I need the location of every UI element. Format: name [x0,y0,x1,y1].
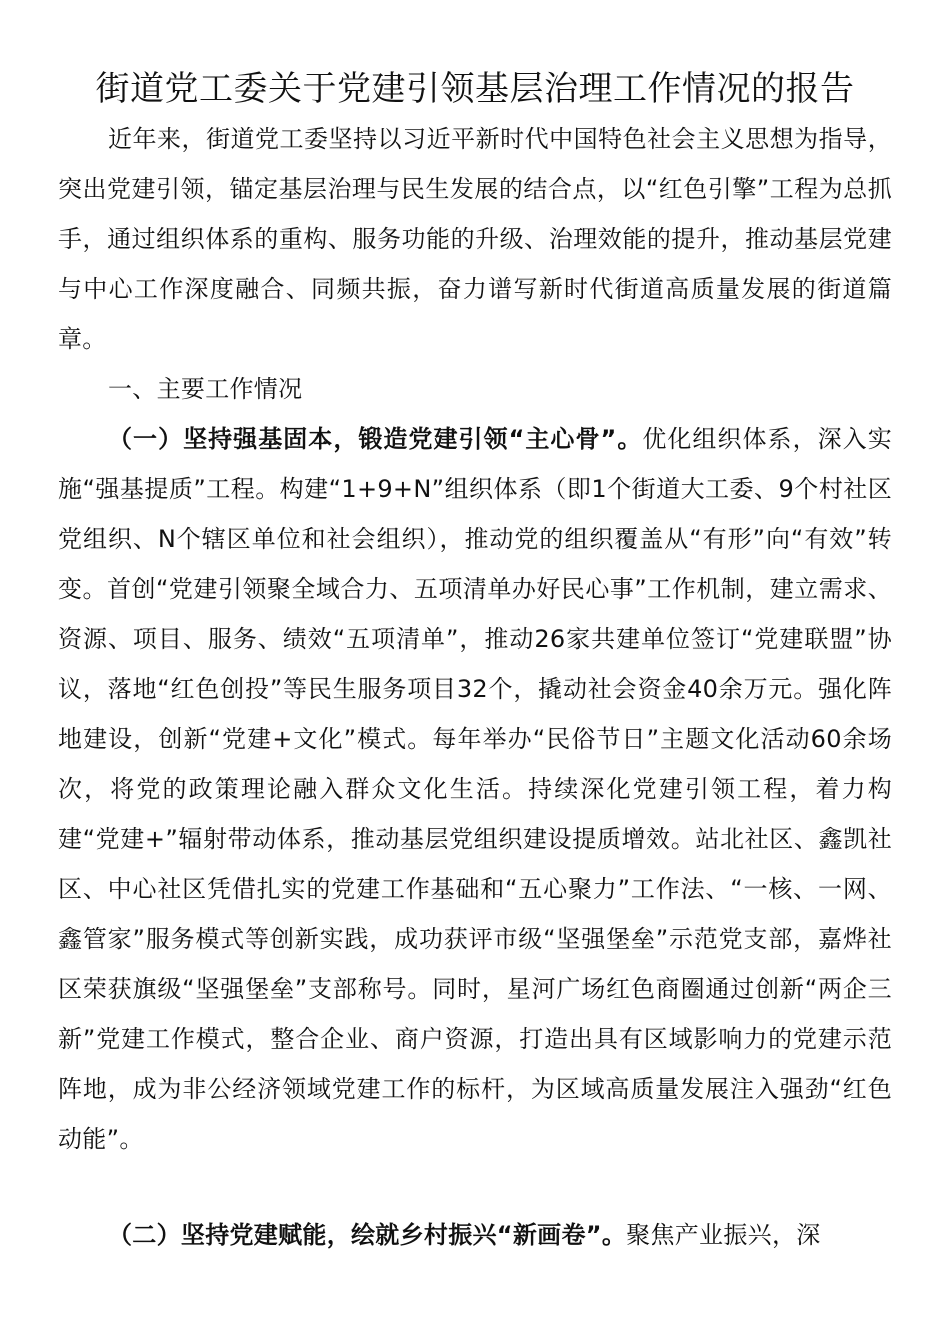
intro-paragraph: 近年来，街道党工委坚持以习近平新时代中国特色社会主义思想为指导，突出党建引领，锚定基层治理与民生发展的结合点，以“红色引擎”工程为总抓手，通过组织体系的重构、服务功能的升级、治理效能的提升，推动基层党建与中心工作深度融合、同频共振，奋力谱写新时代街道高质量发展的街道篇章。 [58,125,892,353]
item-two-body: 聚焦产业振兴，深 [626,1221,821,1249]
item-one-paragraph [58,414,892,1164]
item-one-heading: （一）坚持强基固本，锻造党建引领“主心骨”。 [108,425,643,453]
document-title: 街道党工委关于党建引领基层治理工作情况的报告 [95,69,855,109]
item-one-body: 优化组织体系，深入实施“强基提质”工程。构建“1+9+N”组织体系（即1个街道大工委、9个村社区党组织、N个辖区单位和社会组织），推动党的组织覆盖从“有形”向“有效”转变。首创“党建引领聚全域合力、五项清单办好民心事”工作机制，建立需求、资源、项目、服务、绩效“五项清单”，推动26家共建单位签订“党建联盟”协议，落地“红色创投”等民生服务项目32个，撬动社会资金40余万元。强化阵地建设，创新“党建+文化”模式。每年举办“民俗节日”主题文化活动60余场次，将党的政策理论融入群众文化生活。持续深化党建引领工程，着力构建“党建+”辐射带动体系，推动基层党组织建设提质增效。站北社区、鑫凯社区、中心社区凭借扎实的党建工作基础和“五心聚力”工作法、“一核、一网、鑫管家”服务模式等创新实践，成功获评市级“坚强堡垒”示范党支部，嘉烨社区荣获旗级“坚强堡垒”支部称号。同时，星河广场红色商圈通过创新“两企三新”党建工作模式，整合企业、商户资源，打造出具有区域影响力的党建示范阵地，成为非公经济领域党建工作的标杆，为区域高质量发展注入强劲“红色动能”。 [58,425,892,1153]
item-two-heading: （二）坚持党建赋能，绘就乡村振兴“新画卷”。 [108,1221,627,1249]
item-two-paragraph [58,1210,892,1260]
section-heading: 一、主要工作情况 [108,375,303,403]
